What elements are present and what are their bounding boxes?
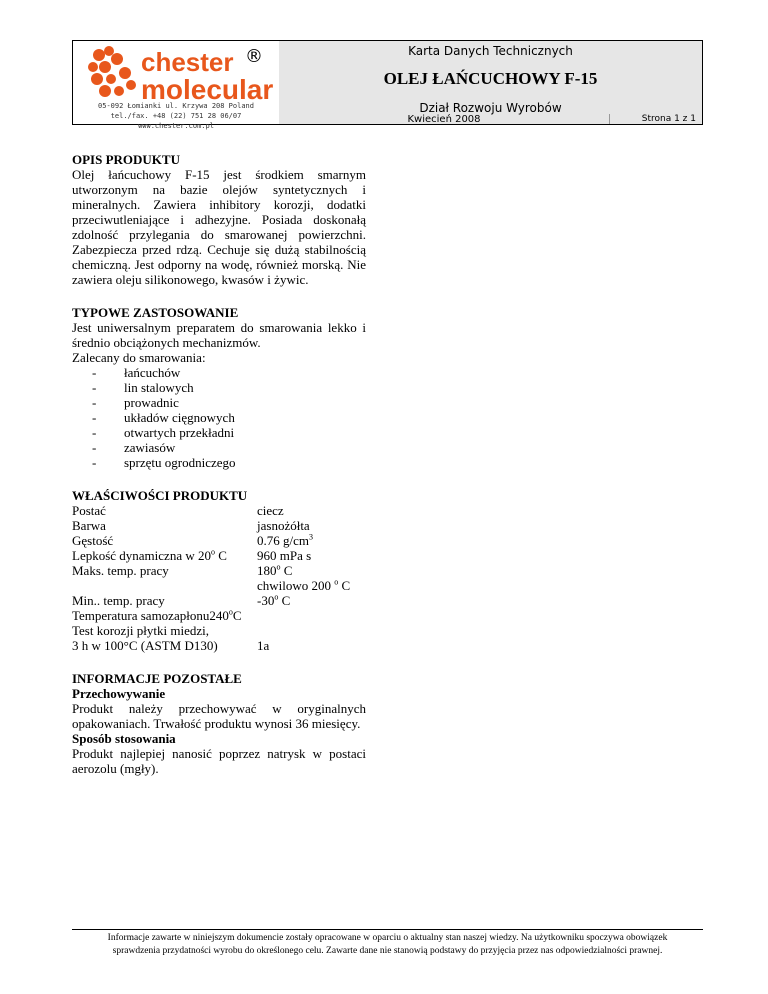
- main-content: [72, 152, 366, 776]
- list-item: - sprzętu ogrodniczego: [92, 455, 236, 470]
- przechowywanie-title: Przechowywanie: [72, 686, 166, 701]
- logo-address: [73, 101, 279, 131]
- zastosowanie-title: TYPOWE ZASTOSOWANIE: [72, 305, 239, 320]
- prop-row-maks: Maks. temp. pracy 180$^o$ C: [72, 562, 293, 578]
- list-item: - układów cięgnowych: [92, 410, 235, 425]
- list-item: - zawiasów: [92, 440, 176, 455]
- contact-line: tel./fax. +48 (22) 751 28 06/07 www.chester.com.pl: [110, 112, 242, 130]
- prop-row-gestosc: Gęstość 0.76 $g/cm^3$: [72, 532, 313, 548]
- logo-molecular: molecular: [141, 74, 274, 103]
- header-info: [279, 41, 702, 124]
- wlasciwosci-title: WŁAŚCIWOŚCI PRODUKTU: [72, 488, 248, 503]
- page-number: Strona 1 z 1: [641, 114, 696, 124]
- header-bottom-row: [279, 114, 702, 124]
- divider: [609, 114, 610, 124]
- zastosowanie-list: [72, 365, 366, 470]
- footer-line-2: sprawdzenia przydatności wyrobu do określonego celu. Zawarte dane nie stanowią podstawy do przyjęcia przez nas odpowiedzialności prawnej.: [112, 946, 663, 956]
- prop-row-postac: Postać ciecz: [72, 503, 284, 518]
- prop-row-samozaplon: Temperatura samozapłonu240$^o$C: [72, 607, 242, 623]
- opis-text: Olej łańcuchowy F-15 jest środkiem smarnym utworzonym na bazie olejów syntetycznych i mineralnych. Zawiera inhibitory korozji, dodatki przeciwutleniające i adhezyjne. Posiada doskonałą zdolność przylegania do smarowanej powierzchni. Zabezpiecza przed rdzą. Cechuje się dużą stabilnością chemiczną. Jest odporny na wodę, również morską. Nie zawiera oleju silikonowego, kwasów i żywic.: [72, 167, 366, 287]
- prop-row-test1: Test korozji płytki miedzi,: [72, 623, 210, 638]
- opis-title: OPIS PRODUKTU: [72, 152, 180, 167]
- footer-line-1: Informacje zawarte w niniejszym dokumencie zostały opracowane w oparciu o aktualny stan naszej wiedzy. Na użytkowniku spoczywa obowiązek: [107, 933, 668, 943]
- zastosowanie-intro: Zalecany do smarowania:: [72, 350, 206, 365]
- prop-row-lepkosc: Lepkość dynamiczna w 20$^o$ C 960 mPa s: [72, 547, 312, 563]
- prop-row-min: Min.. temp. pracy -30$^o$ C: [72, 592, 291, 608]
- list-item: - otwartych przekładni: [92, 425, 235, 440]
- properties-table: [72, 503, 366, 653]
- logo-cell: [73, 41, 280, 130]
- sposob-text: Produkt najlepiej nanosić poprzez natrysk w postaci aerozolu (mgły).: [72, 746, 366, 776]
- sposob-title: Sposób stosowania: [72, 731, 176, 746]
- przechowywanie-text: Produkt należy przechowywać w oryginalnych opakowaniach. Trwałość produktu wynosi 36 miesięcy.: [72, 701, 366, 731]
- pozostale-title: INFORMACJE POZOSTAŁE: [72, 671, 242, 686]
- registered-mark: ®: [245, 46, 263, 67]
- doc-date: Kwiecień 2008: [407, 114, 481, 125]
- list-item: - lin stalowych: [92, 380, 194, 395]
- product-title: OLEJ ŁAŃCUCHOWY F-15: [383, 69, 598, 88]
- document-header: [72, 40, 703, 130]
- prop-row-test2: 3 h w 100°C (ASTM D130) 1a: [72, 638, 270, 653]
- list-item: - łańcuchów: [92, 365, 181, 380]
- list-item: - prowadnic: [92, 395, 179, 410]
- zastosowanie-text: Jest uniwersalnym preparatem do smarowania lekko i średnio obciążonych mechanizmów.: [72, 320, 366, 350]
- address-line: 05-092 Łomianki ul. Krzywa 208 Poland: [98, 102, 254, 110]
- footer-divider: [72, 929, 703, 930]
- doc-type: Karta Danych Technicznych: [408, 44, 573, 58]
- prop-row-chwilowo: chwilowo 200 $^o$ C: [257, 577, 351, 593]
- prop-row-barwa: Barwa jasnożółta: [72, 518, 310, 533]
- department: Dział Rozwoju Wyrobów: [419, 101, 562, 115]
- logo-chester: chester: [141, 47, 234, 77]
- footer-disclaimer: [72, 932, 703, 958]
